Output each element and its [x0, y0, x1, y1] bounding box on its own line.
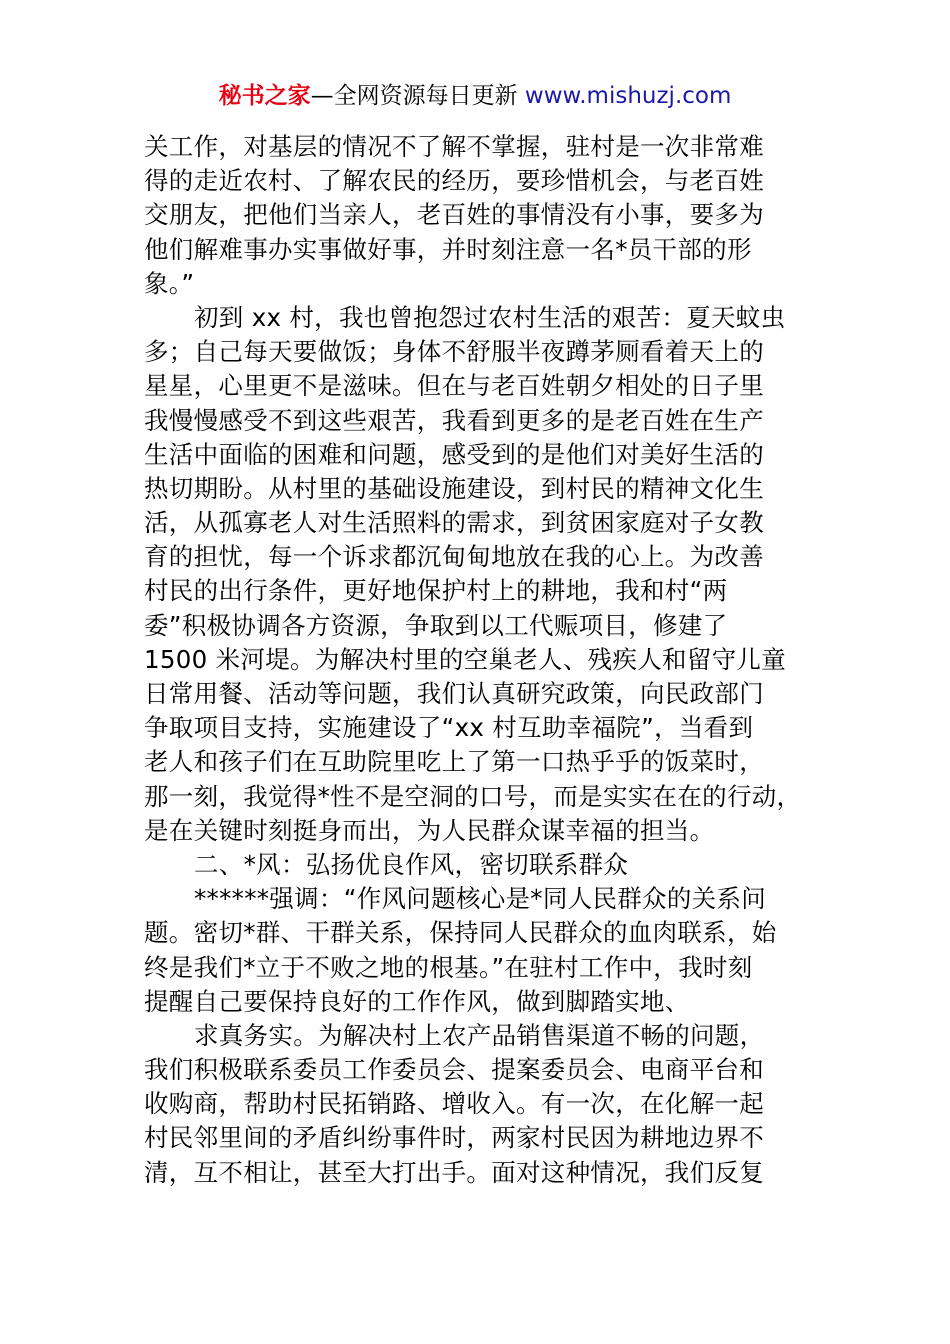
document-body	[144, 130, 824, 1190]
paragraph-start-line: 求真务实。为解决村上农产品销售渠道不畅的问题，	[194, 1020, 765, 1050]
text-line: 热切期盼。从村里的基础设施建设，到村民的精神文化生	[144, 473, 764, 503]
text-line: 提醒自己要保持良好的工作作风，做到脚踏实地、	[144, 986, 690, 1016]
text-line: 村民邻里间的矛盾纠纷事件时，两家村民因为耕地边界不	[144, 1123, 764, 1153]
text-line: 多；自己每天要做饭；身体不舒服半夜蹲茅厕看着天上的	[144, 337, 764, 367]
paragraph-start-line: 初到 xx 村，我也曾抱怨过农村生活的艰苦：夏天蚊虫	[194, 302, 786, 332]
text-line: 我慢慢感受不到这些艰苦，我看到更多的是老百姓在生产	[144, 405, 764, 435]
site-header	[0, 80, 950, 112]
text-line: 题。密切*群、干群关系，保持同人民群众的血肉联系，始	[144, 918, 777, 948]
text-line: 村民的出行条件，更好地保护村上的耕地，我和村“两	[144, 576, 728, 606]
text-line: 收购商，帮助村民拓销路、增收入。有一次，在化解一起	[144, 1089, 764, 1119]
text-line: 争取项目支持，实施建设了“xx 村互助幸福院”，当看到	[144, 713, 754, 743]
text-line: 那一刻，我觉得*性不是空洞的口号，而是实实在在的行动，	[144, 781, 802, 811]
text-line: 终是我们*立于不败之地的根基。”在驻村工作中，我时刻	[144, 952, 753, 982]
text-line: 得的走近农村、了解农民的经历，要珍惜机会，与老百姓	[144, 166, 764, 196]
header-tagline: —全网资源每日更新	[310, 83, 525, 109]
text-line: 星星，心里更不是滋味。但在与老百姓朝夕相处的日子里	[144, 371, 764, 401]
text-line: 我们积极联系委员工作委员会、提案委员会、电商平台和	[144, 1055, 764, 1085]
text-line: 1500 米河堤。为解决村里的空巢老人、残疾人和留守儿童	[144, 644, 787, 674]
text-line: 育的担忧，每一个诉求都沉甸甸地放在我的心上。为改善	[144, 542, 764, 572]
text-line: 日常用餐、活动等问题，我们认真研究政策，向民政部门	[144, 679, 764, 708]
section-heading: 二、*风：弘扬优良作风，密切联系群众	[194, 849, 629, 879]
text-line: 交朋友，把他们当亲人，老百姓的事情没有小事，要多为	[144, 200, 764, 230]
text-line: 委”积极协调各方资源，争取到以工代赈项目，修建了	[144, 610, 728, 640]
text-line: 清，互不相让，甚至大打出手。面对这种情况，我们反复	[144, 1157, 764, 1187]
text-line: 生活中面临的困难和问题，感受到的是他们对美好生活的	[144, 439, 764, 469]
brand-name: 秘书之家	[218, 83, 311, 109]
site-url-link[interactable]: www.mishuzj.com	[524, 83, 732, 109]
text-line: 他们解难事办实事做好事，并时刻注意一名*员干部的形	[144, 234, 752, 264]
text-line: 是在关键时刻挺身而出，为人民群众谋幸福的担当。	[144, 815, 715, 845]
text-line: 象。”	[144, 268, 195, 298]
text-line: 活，从孤寡老人对生活照料的需求，到贫困家庭对子女教	[144, 508, 764, 538]
paragraph-start-line: ******强调：“作风问题核心是*同人民群众的关系问	[194, 884, 767, 914]
text-line: 关工作，对基层的情况不了解不掌握，驻村是一次非常难	[144, 132, 764, 161]
text-line: 老人和孩子们在互助院里吃上了第一口热乎乎的饭菜时，	[144, 747, 764, 777]
